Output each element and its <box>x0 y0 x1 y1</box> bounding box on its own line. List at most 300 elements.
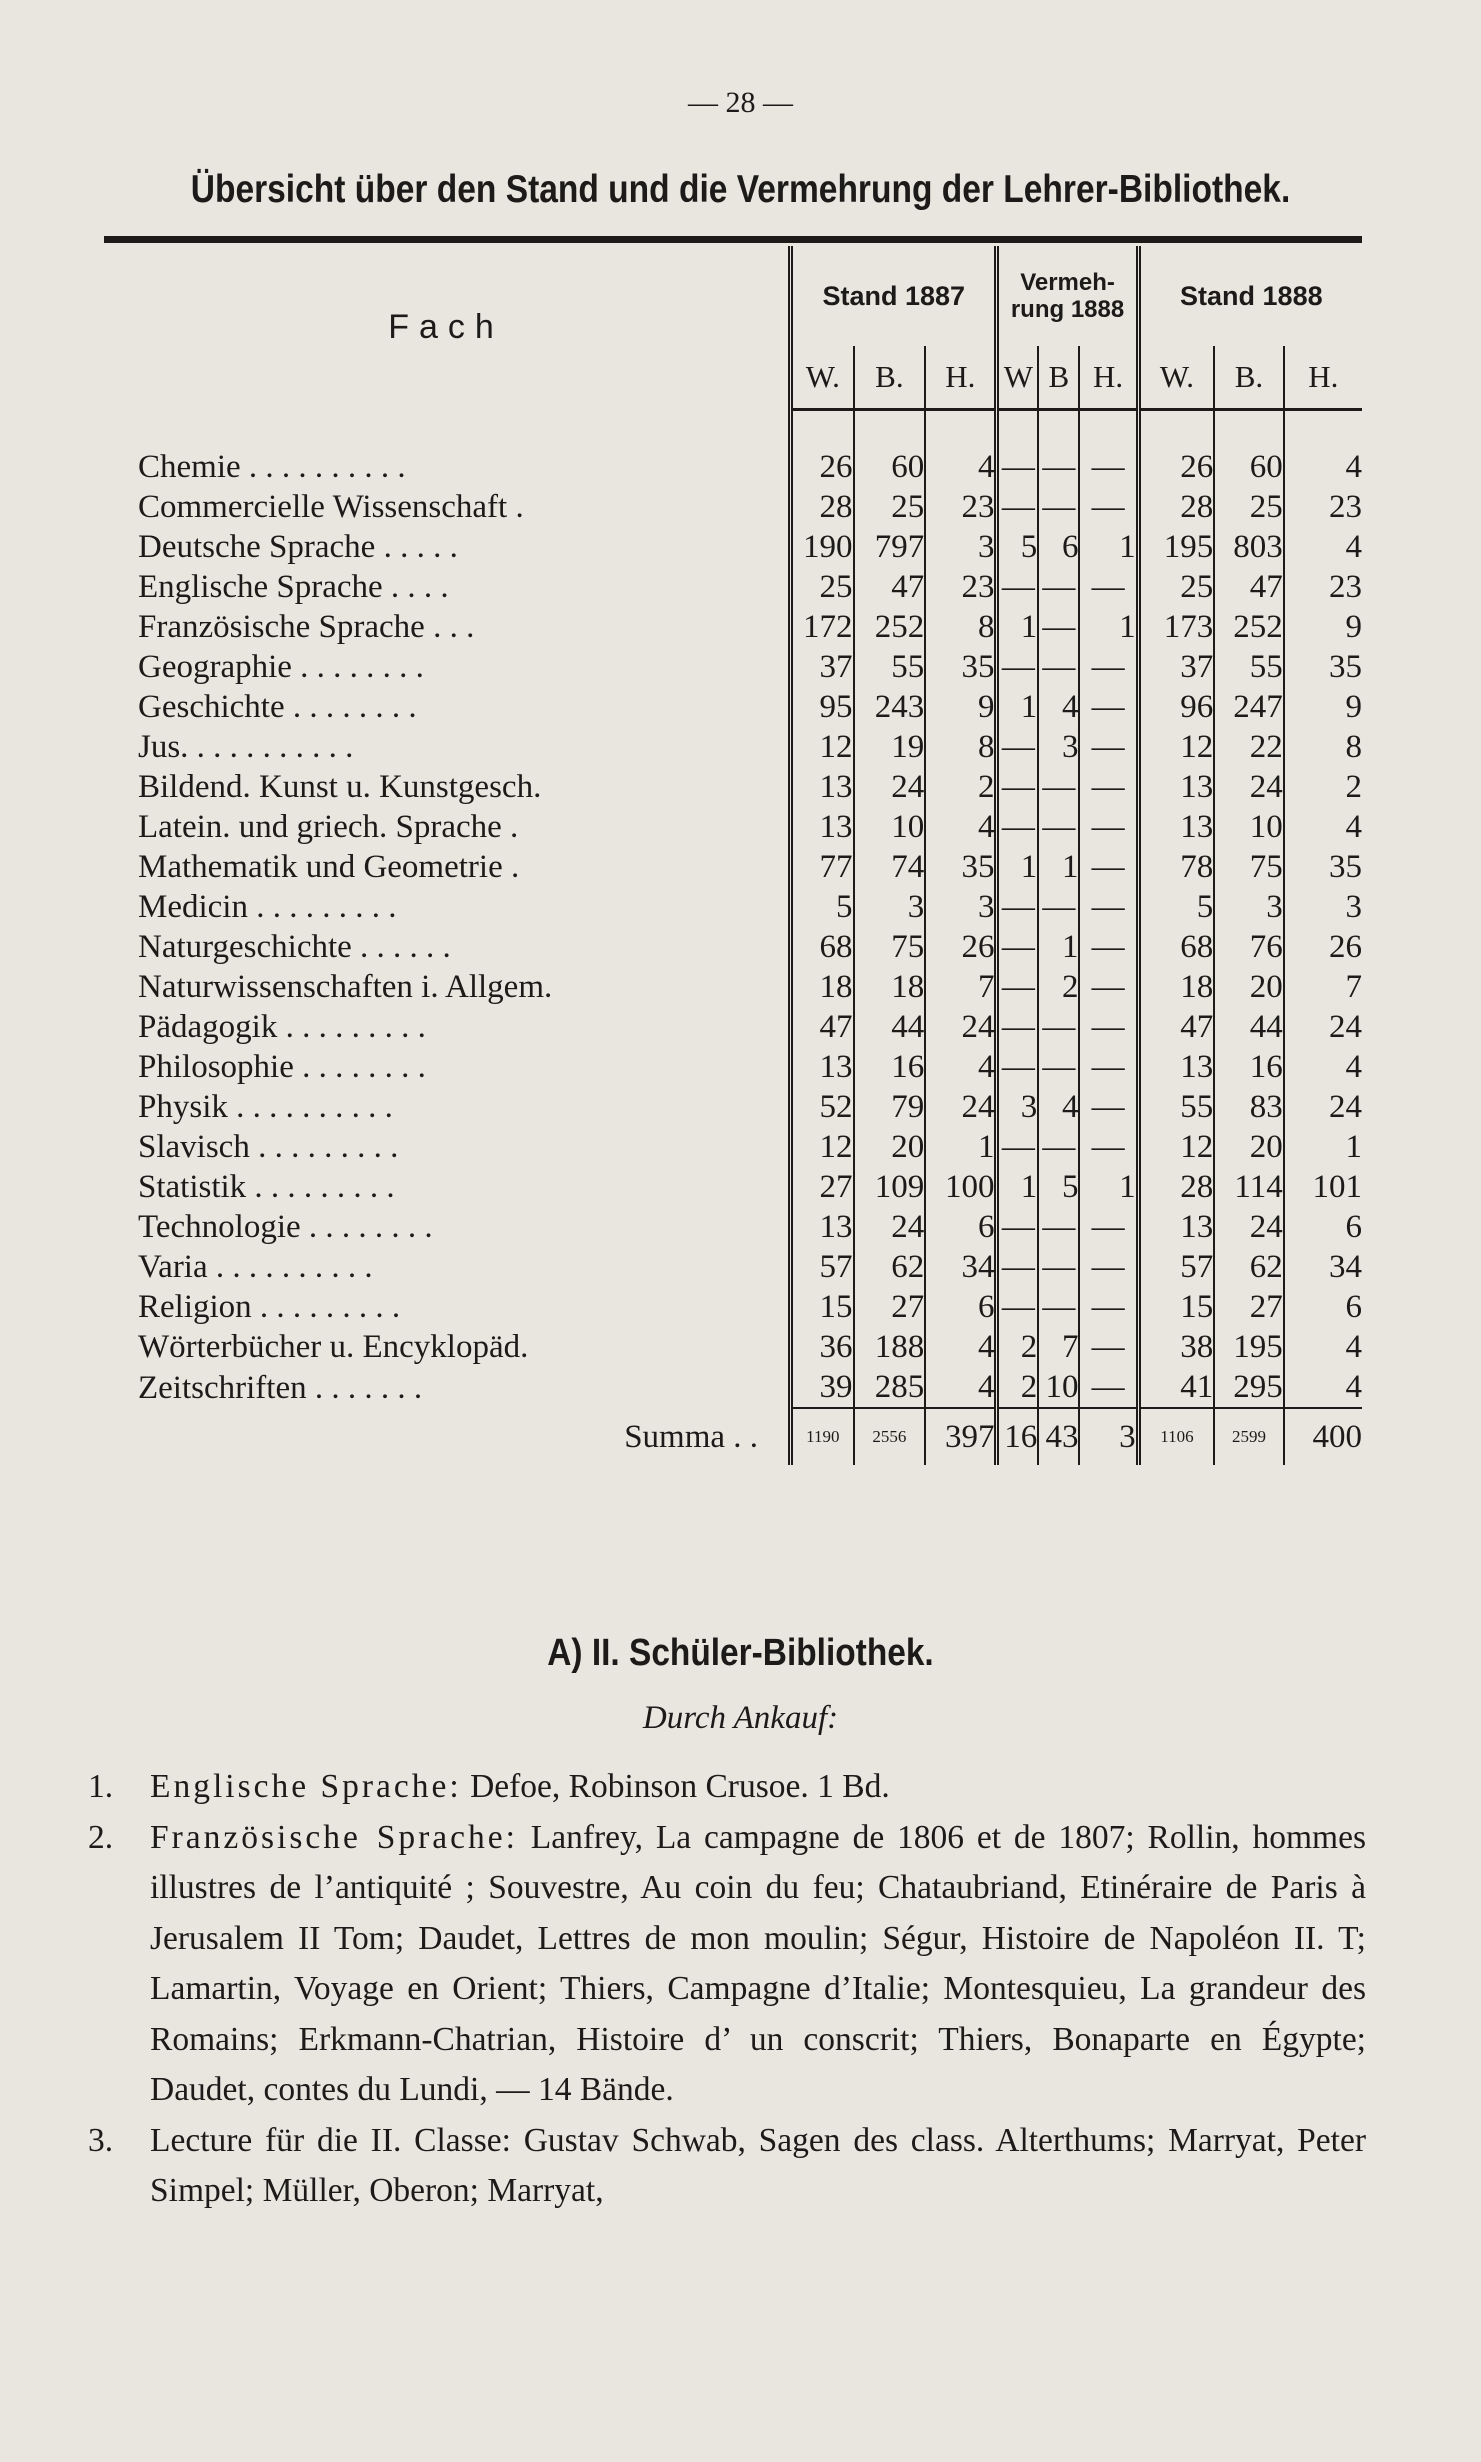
table-row <box>104 1207 1362 1247</box>
table-row <box>104 807 1362 847</box>
value-cell: 28 <box>1138 487 1214 527</box>
value-cell: 1 <box>1079 607 1138 647</box>
value-cell: — <box>997 727 1038 767</box>
subheader-cell: H. <box>1079 346 1138 410</box>
value-cell: 13 <box>1138 1047 1214 1087</box>
list-item-subject: Englische Sprache: <box>150 1768 462 1805</box>
value-cell: 83 <box>1214 1087 1284 1127</box>
list-item-number: 1. <box>88 1768 114 1805</box>
value-cell: 16 <box>854 1047 926 1087</box>
value-cell: 34 <box>925 1247 997 1287</box>
value-cell: 24 <box>1214 1207 1284 1247</box>
table-row <box>104 647 1362 687</box>
value-cell: — <box>1038 1247 1079 1287</box>
subheader-cell: W. <box>1138 346 1214 410</box>
page-number: — 28 — <box>688 86 793 119</box>
value-cell: — <box>997 807 1038 847</box>
value-cell: — <box>1038 767 1079 807</box>
value-cell: 12 <box>791 727 854 767</box>
value-cell: — <box>997 1207 1038 1247</box>
value-cell: 13 <box>791 767 854 807</box>
value-cell: 9 <box>925 687 997 727</box>
table-row <box>104 687 1362 727</box>
value-cell: 26 <box>791 447 854 487</box>
list-item-text: Defoe, Robinson Crusoe. 1 Bd. <box>461 1768 890 1805</box>
value-cell: 4 <box>1284 527 1362 567</box>
value-cell: 2 <box>997 1327 1038 1367</box>
value-cell: 172 <box>791 607 854 647</box>
value-cell: 44 <box>1214 1007 1284 1047</box>
value-cell: 6 <box>1038 527 1079 567</box>
list-item-number: 3. <box>88 2121 114 2159</box>
value-cell: — <box>1079 1207 1138 1247</box>
subject-cell: Chemie . . . . . . . . . . <box>138 449 406 485</box>
value-cell: — <box>997 1247 1038 1287</box>
value-cell: 803 <box>1214 527 1284 567</box>
value-cell: 74 <box>854 847 926 887</box>
value-cell: 6 <box>925 1287 997 1327</box>
list-item <box>88 1813 1366 2116</box>
value-cell: 5 <box>997 527 1038 567</box>
table-row <box>104 767 1362 807</box>
value-cell: 60 <box>1214 447 1284 487</box>
value-cell: — <box>1079 647 1138 687</box>
subject-cell: Naturgeschichte . . . . . . <box>138 929 451 965</box>
value-cell: 27 <box>791 1167 854 1207</box>
value-cell: 23 <box>925 567 997 607</box>
summa-label: Summa . . <box>624 1418 759 1455</box>
value-cell: — <box>997 1047 1038 1087</box>
value-cell: 10 <box>1214 807 1284 847</box>
value-cell: 109 <box>854 1167 926 1207</box>
value-cell: 10 <box>1038 1367 1079 1408</box>
table-row <box>104 607 1362 647</box>
value-cell: — <box>1079 1127 1138 1167</box>
value-cell: 12 <box>1138 727 1214 767</box>
table-spacer <box>104 410 1362 448</box>
value-cell: 47 <box>1138 1007 1214 1047</box>
value-cell: 13 <box>1138 807 1214 847</box>
table-row <box>104 567 1362 607</box>
value-cell: — <box>1079 1287 1138 1327</box>
summa-cell: 16 <box>997 1408 1038 1465</box>
value-cell: 57 <box>791 1247 854 1287</box>
value-cell: 55 <box>1138 1087 1214 1127</box>
value-cell: 26 <box>1138 447 1214 487</box>
value-cell: 96 <box>1138 687 1214 727</box>
value-cell: 12 <box>1138 1127 1214 1167</box>
value-cell: — <box>997 767 1038 807</box>
value-cell: 18 <box>1138 967 1214 1007</box>
value-cell: 34 <box>1284 1247 1362 1287</box>
value-cell: 24 <box>1284 1087 1362 1127</box>
column-header-vermehrung <box>997 246 1138 346</box>
value-cell: 35 <box>925 847 997 887</box>
subject-cell: Deutsche Sprache . . . . . <box>138 529 458 565</box>
value-cell: 9 <box>1284 607 1362 647</box>
value-cell: — <box>1079 967 1138 1007</box>
value-cell: 38 <box>1138 1327 1214 1367</box>
value-cell: 55 <box>854 647 926 687</box>
value-cell: — <box>997 887 1038 927</box>
value-cell: 24 <box>1214 767 1284 807</box>
value-cell: — <box>997 647 1038 687</box>
subheader-cell: H. <box>1284 346 1362 410</box>
value-cell: — <box>1038 1047 1079 1087</box>
value-cell: 5 <box>1138 887 1214 927</box>
value-cell: 20 <box>854 1127 926 1167</box>
value-cell: 79 <box>854 1087 926 1127</box>
table-row <box>104 967 1362 1007</box>
value-cell: 188 <box>854 1327 926 1367</box>
value-cell: 47 <box>1214 567 1284 607</box>
value-cell: — <box>1038 1287 1079 1327</box>
value-cell: 13 <box>1138 1207 1214 1247</box>
value-cell: 252 <box>854 607 926 647</box>
value-cell: 15 <box>791 1287 854 1327</box>
value-cell: 4 <box>1284 1367 1362 1408</box>
value-cell: 23 <box>925 487 997 527</box>
value-cell: 22 <box>1214 727 1284 767</box>
table-row <box>104 1167 1362 1207</box>
value-cell: 2 <box>1284 767 1362 807</box>
list-item-number: 2. <box>88 1818 114 1856</box>
subject-cell: Englische Sprache . . . . <box>138 569 449 605</box>
value-cell: 1 <box>997 847 1038 887</box>
summa-row <box>104 1408 1362 1465</box>
value-cell: — <box>1079 1367 1138 1408</box>
value-cell: 39 <box>791 1367 854 1408</box>
value-cell: 2 <box>997 1367 1038 1408</box>
value-cell: 4 <box>1284 1327 1362 1367</box>
value-cell: — <box>1079 887 1138 927</box>
value-cell: 25 <box>1138 567 1214 607</box>
value-cell: 62 <box>1214 1247 1284 1287</box>
subject-cell: Latein. und griech. Sprache . <box>138 809 519 845</box>
value-cell: 10 <box>854 807 926 847</box>
list-item-subject: Französische Sprache: <box>150 1818 518 1856</box>
value-cell: 18 <box>854 967 926 1007</box>
value-cell: 243 <box>854 687 926 727</box>
value-cell: 26 <box>925 927 997 967</box>
value-cell: 173 <box>1138 607 1214 647</box>
value-cell: 6 <box>1284 1287 1362 1327</box>
value-cell: 55 <box>1214 647 1284 687</box>
value-cell: 4 <box>925 1047 997 1087</box>
subject-cell: Slavisch . . . . . . . . . <box>138 1129 399 1165</box>
summa-cell: 3 <box>1079 1408 1138 1465</box>
library-stats-table <box>104 246 1362 1465</box>
summa-cell: 397 <box>925 1408 997 1465</box>
subheader-cell: B <box>1038 346 1079 410</box>
value-cell: 2 <box>1038 967 1079 1007</box>
table-row <box>104 1007 1362 1047</box>
value-cell: 285 <box>854 1367 926 1408</box>
value-cell: 1 <box>1079 527 1138 567</box>
value-cell: 24 <box>1284 1007 1362 1047</box>
value-cell: 37 <box>791 647 854 687</box>
value-cell: 76 <box>1214 927 1284 967</box>
list-item-text: Lecture für die II. Classe: Gustav Schwab, Sagen des class. Alterthums; Marryat, Peter Simpel; Müller, Oberon; Marryat, <box>150 2121 1366 2209</box>
subheader-cell: B. <box>854 346 926 410</box>
subject-cell: Physik . . . . . . . . . . <box>138 1089 393 1125</box>
list-item <box>88 2116 1366 2217</box>
subject-cell: Jus. . . . . . . . . . . <box>138 729 354 765</box>
value-cell: 24 <box>925 1007 997 1047</box>
value-cell: — <box>1038 567 1079 607</box>
page-title: Übersicht über den Stand und die Vermehrung der Lehrer-Bibliothek. <box>190 168 1291 211</box>
value-cell: 62 <box>854 1247 926 1287</box>
value-cell: 6 <box>925 1207 997 1247</box>
table-row <box>104 1247 1362 1287</box>
value-cell: 44 <box>854 1007 926 1047</box>
value-cell: 24 <box>854 767 926 807</box>
value-cell: 1 <box>1038 927 1079 967</box>
value-cell: 101 <box>1284 1167 1362 1207</box>
value-cell: 195 <box>1138 527 1214 567</box>
value-cell: 25 <box>1214 487 1284 527</box>
value-cell: 28 <box>791 487 854 527</box>
value-cell: 6 <box>1284 1207 1362 1247</box>
value-cell: 75 <box>1214 847 1284 887</box>
value-cell: 3 <box>925 887 997 927</box>
subject-cell: Wörterbücher u. Encyklopäd. <box>138 1329 529 1365</box>
subject-cell: Mathematik und Geometrie . <box>138 849 520 885</box>
value-cell: — <box>1079 447 1138 487</box>
value-cell: 7 <box>1038 1327 1079 1367</box>
value-cell: 41 <box>1138 1367 1214 1408</box>
value-cell: — <box>1079 687 1138 727</box>
value-cell: 23 <box>1284 567 1362 607</box>
value-cell: 295 <box>1214 1367 1284 1408</box>
subject-cell: Französische Sprache . . . <box>138 609 475 645</box>
acquisition-list <box>88 1762 1366 2217</box>
value-cell: 114 <box>1214 1167 1284 1207</box>
value-cell: 3 <box>925 527 997 567</box>
value-cell: 100 <box>925 1167 997 1207</box>
value-cell: 12 <box>791 1127 854 1167</box>
value-cell: 8 <box>1284 727 1362 767</box>
table-row <box>104 1327 1362 1367</box>
value-cell: 16 <box>1214 1047 1284 1087</box>
value-cell: — <box>1038 447 1079 487</box>
value-cell: 3 <box>1214 887 1284 927</box>
value-cell: 195 <box>1214 1327 1284 1367</box>
subject-cell: Religion . . . . . . . . . <box>138 1289 401 1325</box>
value-cell: — <box>1038 887 1079 927</box>
summa-cell: 400 <box>1284 1408 1362 1465</box>
value-cell: — <box>1038 1007 1079 1047</box>
value-cell: 4 <box>925 1367 997 1408</box>
value-cell: — <box>997 447 1038 487</box>
value-cell: — <box>1079 1247 1138 1287</box>
value-cell: 3 <box>997 1087 1038 1127</box>
value-cell: 1 <box>997 1167 1038 1207</box>
subject-cell: Geographie . . . . . . . . <box>138 649 424 685</box>
table-row <box>104 927 1362 967</box>
value-cell: — <box>1079 767 1138 807</box>
value-cell: 15 <box>1138 1287 1214 1327</box>
value-cell: 5 <box>791 887 854 927</box>
value-cell: 24 <box>925 1087 997 1127</box>
value-cell: 1 <box>997 687 1038 727</box>
value-cell: — <box>1079 727 1138 767</box>
value-cell: 3 <box>1038 727 1079 767</box>
column-header-stand-1887: Stand 1887 <box>791 246 997 346</box>
summa-cell: 43 <box>1038 1408 1079 1465</box>
value-cell: 13 <box>1138 767 1214 807</box>
value-cell: — <box>1079 1007 1138 1047</box>
value-cell: 18 <box>791 967 854 1007</box>
value-cell: 23 <box>1284 487 1362 527</box>
subject-cell: Naturwissenschaften i. Allgem. <box>138 969 553 1005</box>
summa-cell: 1190 <box>791 1408 854 1465</box>
column-header-fach: Fach <box>388 308 504 347</box>
table-body <box>104 447 1362 1408</box>
section-subtitle: Durch Ankauf: <box>642 1700 839 1736</box>
value-cell: — <box>1079 807 1138 847</box>
table-row <box>104 887 1362 927</box>
column-header-stand-1888: Stand 1888 <box>1138 246 1362 346</box>
table-row <box>104 487 1362 527</box>
value-cell: 47 <box>791 1007 854 1047</box>
value-cell: — <box>997 967 1038 1007</box>
subject-cell: Zeitschriften . . . . . . . <box>138 1369 423 1406</box>
value-cell: 36 <box>791 1327 854 1367</box>
subheader-cell: B. <box>1214 346 1284 410</box>
subject-cell: Pädagogik . . . . . . . . . <box>138 1009 426 1045</box>
value-cell: 1 <box>997 607 1038 647</box>
value-cell: 35 <box>925 647 997 687</box>
subject-cell: Geschichte . . . . . . . . <box>138 689 417 725</box>
value-cell: 797 <box>854 527 926 567</box>
value-cell: 77 <box>791 847 854 887</box>
value-cell: 25 <box>791 567 854 607</box>
value-cell: 95 <box>791 687 854 727</box>
value-cell: — <box>997 487 1038 527</box>
value-cell: — <box>1038 607 1079 647</box>
value-cell: 60 <box>854 447 926 487</box>
subject-cell: Philosophie . . . . . . . . <box>138 1049 426 1085</box>
value-cell: 37 <box>1138 647 1214 687</box>
value-cell: 247 <box>1214 687 1284 727</box>
value-cell: — <box>997 1127 1038 1167</box>
table-row <box>104 1087 1362 1127</box>
value-cell: — <box>1038 807 1079 847</box>
value-cell: — <box>1079 1047 1138 1087</box>
value-cell: 4 <box>1284 1047 1362 1087</box>
value-cell: 8 <box>925 727 997 767</box>
value-cell: — <box>1079 567 1138 607</box>
header-rule <box>104 236 1362 243</box>
value-cell: — <box>1079 1327 1138 1367</box>
value-cell: 4 <box>1284 447 1362 487</box>
subheader-cell: W <box>997 346 1038 410</box>
value-cell: — <box>997 1007 1038 1047</box>
subheader-cell: H. <box>925 346 997 410</box>
vermehrung-line-2: rung 1888 <box>1010 296 1125 323</box>
value-cell: 3 <box>854 887 926 927</box>
value-cell: 5 <box>1038 1167 1079 1207</box>
subject-cell: Technologie . . . . . . . . <box>138 1209 433 1245</box>
value-cell: 1 <box>1038 847 1079 887</box>
value-cell: 27 <box>854 1287 926 1327</box>
table-header-row <box>104 246 1362 346</box>
value-cell: 2 <box>925 767 997 807</box>
value-cell: 27 <box>1214 1287 1284 1327</box>
value-cell: 4 <box>1284 807 1362 847</box>
value-cell: 25 <box>854 487 926 527</box>
value-cell: — <box>1079 847 1138 887</box>
table-row <box>104 1127 1362 1167</box>
value-cell: 20 <box>1214 1127 1284 1167</box>
value-cell: 252 <box>1214 607 1284 647</box>
value-cell: 4 <box>1038 1087 1079 1127</box>
value-cell: 1 <box>1079 1167 1138 1207</box>
subject-cell: Bildend. Kunst u. Kunstgesch. <box>138 769 542 805</box>
value-cell: 35 <box>1284 647 1362 687</box>
value-cell: 13 <box>791 807 854 847</box>
subject-cell: Statistik . . . . . . . . . <box>138 1169 395 1205</box>
value-cell: — <box>997 927 1038 967</box>
value-cell: 57 <box>1138 1247 1214 1287</box>
value-cell: 4 <box>1038 687 1079 727</box>
value-cell: 47 <box>854 567 926 607</box>
table-row <box>104 1047 1362 1087</box>
value-cell: 7 <box>1284 967 1362 1007</box>
summa-cell: 2556 <box>854 1408 926 1465</box>
value-cell: — <box>997 567 1038 607</box>
value-cell: 7 <box>925 967 997 1007</box>
value-cell: 13 <box>791 1207 854 1247</box>
value-cell: 26 <box>1284 927 1362 967</box>
value-cell: 24 <box>854 1207 926 1247</box>
table-row <box>104 847 1362 887</box>
subject-cell: Commercielle Wissenschaft . <box>138 489 524 525</box>
subject-cell: Varia . . . . . . . . . . <box>138 1249 373 1285</box>
value-cell: 20 <box>1214 967 1284 1007</box>
value-cell: 4 <box>925 447 997 487</box>
value-cell: — <box>1079 487 1138 527</box>
list-item <box>88 1762 1366 1813</box>
table-row <box>104 1367 1362 1408</box>
value-cell: 68 <box>1138 927 1214 967</box>
summa-cell: 1106 <box>1138 1408 1214 1465</box>
value-cell: 4 <box>925 1327 997 1367</box>
value-cell: 75 <box>854 927 926 967</box>
summa-cell: 2599 <box>1214 1408 1284 1465</box>
value-cell: 19 <box>854 727 926 767</box>
value-cell: 13 <box>791 1047 854 1087</box>
value-cell: 4 <box>925 807 997 847</box>
value-cell: 1 <box>1284 1127 1362 1167</box>
section-title: A) II. Schüler-Bibliothek. <box>547 1632 934 1674</box>
value-cell: — <box>1038 487 1079 527</box>
value-cell: — <box>1079 1087 1138 1127</box>
subheader-cell: W. <box>791 346 854 410</box>
value-cell: 9 <box>1284 687 1362 727</box>
value-cell: — <box>1079 927 1138 967</box>
value-cell: — <box>1038 1127 1079 1167</box>
value-cell: 8 <box>925 607 997 647</box>
value-cell: 3 <box>1284 887 1362 927</box>
value-cell: 78 <box>1138 847 1214 887</box>
table-row <box>104 1287 1362 1327</box>
subject-cell: Medicin . . . . . . . . . <box>138 889 397 925</box>
table-row <box>104 447 1362 487</box>
value-cell: 52 <box>791 1087 854 1127</box>
table-row <box>104 527 1362 567</box>
